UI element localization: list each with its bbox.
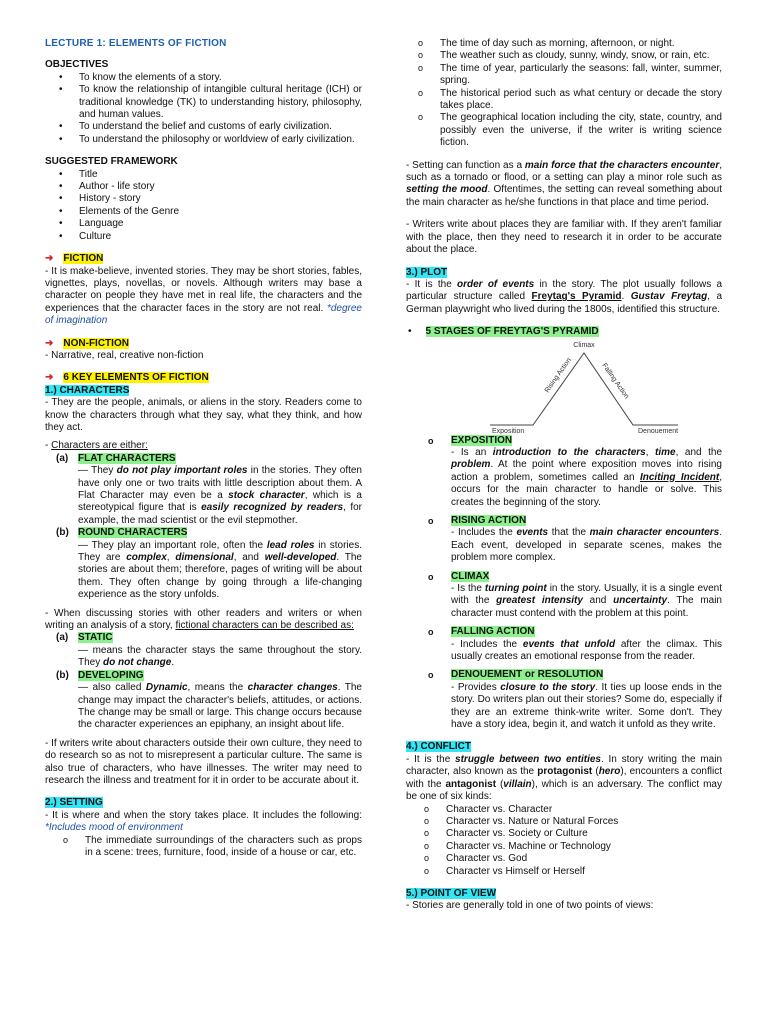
characters-heading-line (45, 385, 362, 397)
fiction-paragraph: - It is make-believe, invented stories. They may be short stories, fables, vignettes, plays, novellas, or novels. Although writers may base a character on people they have met in real life, the characters and the experiences that the character faces in the story are not real. *degree of imagination (45, 265, 362, 327)
list-item: • Author - life story (45, 181, 362, 193)
list-item: o Character vs. Character (406, 804, 722, 816)
rising-action-block (406, 515, 722, 565)
list-item: o Character vs. Society or Culture (406, 828, 722, 840)
discussing-paragraph: - When discussing stories with other readers and writers or when writing an analysis of a story, fictional characters can be described as: (45, 607, 362, 632)
exposition-block (406, 435, 722, 509)
pov-heading-line (406, 888, 722, 900)
arrow-icon: ➜ (45, 372, 54, 384)
list-item: • Language (45, 218, 362, 230)
lecture-title: LECTURE 1: ELEMENTS OF FICTION (45, 38, 227, 49)
list-item: o Character vs. Nature or Natural Forces (406, 816, 722, 828)
list-item: • Culture (45, 231, 362, 243)
pyramid-svg (488, 339, 688, 435)
list-item: o The geographical location including the city, state, country, and possibly even the universe, if the writer is writing science fiction. (400, 112, 722, 149)
flat-characters-heading: FLAT CHARACTERS (78, 452, 176, 464)
denouement-heading: DENOUEMENT or RESOLUTION (451, 669, 604, 681)
pov-heading: 5.) POINT OF VIEW (406, 887, 497, 899)
key-elements-heading: 6 KEY ELEMENTS OF FICTION (63, 372, 209, 384)
list-item: • History - story (45, 193, 362, 205)
developing-block: (b) DEVELOPING — also called Dynamic, means the character changes. The change may impact the character's beliefs, attitudes, or actions. The change may be small or large. This change occurs because the character experiences an epiphany, an insight about life. (56, 669, 362, 731)
setting-list (45, 835, 362, 860)
round-characters-heading: ROUND CHARACTERS (78, 527, 188, 539)
list-item: o Character vs. Machine or Technology (406, 841, 722, 853)
static-text: — means the character stays the same throughout the story. They do not change. (78, 644, 362, 669)
flat-characters-text: — They do not play important roles in the stories. They often have only one or two traits with little description about them. A Flat Character may even be a stock character, which is a stereotypical figure that is easily recognized by readers, for example, the mad scientist or the evil stepmother. (78, 465, 363, 526)
conflict-paragraph: - It is the struggle between two entities. In story writing the main character, also known as the protagonist (hero), encounters a conflict with the antagonist (villain), which is an adversary. The conflict may be one of six kinds: (406, 753, 723, 803)
pyramid-label-rising: Rising Action (543, 356, 573, 394)
stages-heading: 5 STAGES OF FREYTAG'S PYRAMID (425, 326, 599, 338)
developing-heading-line (78, 670, 362, 682)
pyramid-line (490, 353, 678, 425)
climax-block (406, 571, 722, 621)
culture-paragraph: - If writers write about characters outside their own culture, they need to do research so as not to misrepresent a particular culture. The same is also true of characters, who have illnesses. The writer may need to research the illness and treatment for it in order to be accurate about it. (45, 737, 362, 786)
objectives-list (45, 72, 362, 146)
arrow-icon: ➜ (45, 337, 54, 349)
list-item: • Title (45, 169, 362, 181)
framework-heading: SUGGESTED FRAMEWORK (45, 156, 178, 168)
characters-heading: 1.) CHARACTERS (45, 384, 130, 396)
fiction-heading: FICTION (63, 253, 104, 265)
exposition-heading: EXPOSITION (451, 434, 513, 446)
static-heading-line (78, 632, 362, 644)
list-item: o Character vs Himself or Herself (406, 866, 722, 878)
setting-heading-line (45, 797, 362, 809)
falling-action-block (406, 626, 722, 663)
characters-intro: - They are the people, animals, or aliens in the story. Readers come to know the characters through what they say, what they think, and how they act. (45, 397, 362, 433)
list-item: o The immediate surroundings of the characters such as props in a scene: trees, furniture, food, inside of a house or car, etc. (45, 835, 362, 860)
setting-function-paragraph: - Setting can function as a main force that the characters encounter, such as a tornado or flood, or a setting can play a minor role such as setting the mood. Oftentimes, the setting can reveal something about the main character as he/she functions in that place and time period. (406, 159, 722, 208)
list-item: o The weather such as cloudy, sunny, windy, snow, or rain, etc. (400, 50, 722, 62)
characters-either: - Characters are either: (45, 440, 148, 452)
setting-heading: 2.) SETTING (45, 797, 103, 809)
developing-text: — also called Dynamic, means the character changes. The change may impact the character's beliefs, attitudes, or actions. The change may be small or large. This change occurs because the character experiences an epiphany, an insight about life. (78, 682, 362, 731)
fiction-heading-line (45, 253, 362, 265)
flat-characters-heading-line (78, 453, 362, 465)
freytag-pyramid-diagram (488, 339, 688, 435)
developing-heading: DEVELOPING (78, 669, 144, 681)
setting-list-continued (400, 38, 722, 150)
denouement-text: - Provides closure to the story. It ties up loose ends in the story. Do writers plan out their stories? Some do, especially if they are an extreme think-write writer. Some don't. They have a story idea, begin it, and watch it unfold as they write. (451, 681, 722, 731)
static-block: (a) STATIC — means the character stays the same throughout the story. They do not change. (56, 632, 362, 669)
stages-heading-line: • 5 STAGES OF FREYTAG'S PYRAMID (408, 326, 599, 338)
pyramid-label-falling: Falling Action (600, 361, 630, 400)
list-item: o The historical period such as what century or decade the story takes place. (400, 88, 722, 113)
denouement-block (406, 669, 722, 731)
setting-note: *Includes mood of environment (45, 822, 183, 834)
nonfiction-heading-line (45, 338, 362, 350)
pov-paragraph: - Stories are generally told in one of two points of views: (406, 900, 654, 912)
setting-intro: - It is where and when the story takes place. It includes the following: *Includes mood of environment (45, 809, 362, 834)
pyramid-label-climax: Climax (573, 341, 595, 349)
plot-heading: 3.) PLOT (406, 266, 448, 278)
objectives-heading: OBJECTIVES (45, 59, 109, 71)
nonfiction-paragraph: - Narrative, real, creative non-fiction (45, 349, 204, 361)
left-column (45, 38, 362, 859)
nonfiction-heading: NON-FICTION (63, 337, 129, 349)
framework-list (45, 169, 362, 243)
list-item: • To understand the philosophy or worldview of early civilization. (45, 134, 362, 146)
climax-heading: CLIMAX (451, 570, 490, 582)
falling-action-text: - Includes the events that unfold after the climax. This usually creates an emotional response from the reader. (451, 638, 723, 663)
list-item: o The time of year, particularly the seasons: fall, winter, summer, spring. (400, 63, 722, 88)
list-item: • To understand the belief and customs of early civilization. (45, 121, 362, 133)
flat-characters-block: (a) FLAT CHARACTERS — They do not play important roles in the stories. They often have only one or two traits with little description about them. A Flat Character may even be a stock character, which is a stereotypical figure that is easily recognized by readers, for example, the mad scientist or the evil stepmother. (56, 452, 363, 526)
list-item: • To know the relationship of intangible cultural heritage (ICH) or traditional knowledge (TK) to understanding history, philosophy, and human values. (45, 84, 362, 121)
round-characters-heading-line (78, 527, 362, 539)
plot-paragraph: - It is the order of events in the story. The plot usually follows a particular structure called Freytag's Pyramid. Gustav Freytag, a German playwright who lived during the 1800s, identified this structure. (406, 278, 723, 315)
falling-action-heading: FALLING ACTION (451, 626, 535, 638)
pyramid-label-denouement: Denouement (638, 427, 679, 435)
rising-action-text: - Includes the events that the main character encounters. Each event, developed in separate scenes, makes the problem more complex. (451, 527, 723, 564)
conflict-heading: 4.) CONFLICT (406, 741, 471, 753)
plot-heading-line (406, 267, 722, 279)
arrow-icon: ➜ (45, 253, 54, 265)
setting-familiar-paragraph: - Writers write about places they are familiar with. If they aren't familiar with the place, then they need to research it in order to be accurate about the place. (406, 219, 722, 256)
rising-action-heading: RISING ACTION (451, 514, 527, 526)
round-characters-text: — They play an important role, often the lead roles in stories. They are complex, dimensional, and well-developed. The stories are about them; therefore, pages of writing will be about them. They often change by going through a life-changing experience as the story unfolds. (78, 539, 362, 601)
conflict-heading-line (406, 741, 722, 753)
climax-text: - Is the turning point in the story. Usually, it is a single event with the greatest intensity and uncertainty. The main character must contend with the problem at this point. (451, 583, 722, 619)
right-column (406, 38, 722, 913)
static-heading: STATIC (78, 632, 113, 644)
fiction-note: *degree of imagination (45, 302, 362, 327)
round-characters-block: (b) ROUND CHARACTERS — They play an important role, often the lead roles in stories. They are complex, dimensional, and well-developed. The stories are about them; therefore, pages of writing will be about them. They often change by going through a life-changing experience as the story unfolds. (56, 527, 362, 601)
list-item: o Character vs. God (406, 853, 722, 865)
conflict-list (406, 804, 722, 878)
list-item: o The time of day such as morning, afternoon, or night. (400, 38, 722, 50)
pyramid-label-exposition: Exposition (492, 427, 525, 435)
exposition-text: - Is an introduction to the characters, time, and the problem. At the point where exposition moves into rising action a problem, sometimes called an Inciting Incident, occurs for the main character to handle or solve. This creates the beginning of the story. (451, 446, 723, 508)
list-item: • Elements of the Genre (45, 206, 362, 218)
key-elements-heading-line (45, 372, 362, 384)
list-item: • To know the elements of a story. (45, 72, 362, 84)
